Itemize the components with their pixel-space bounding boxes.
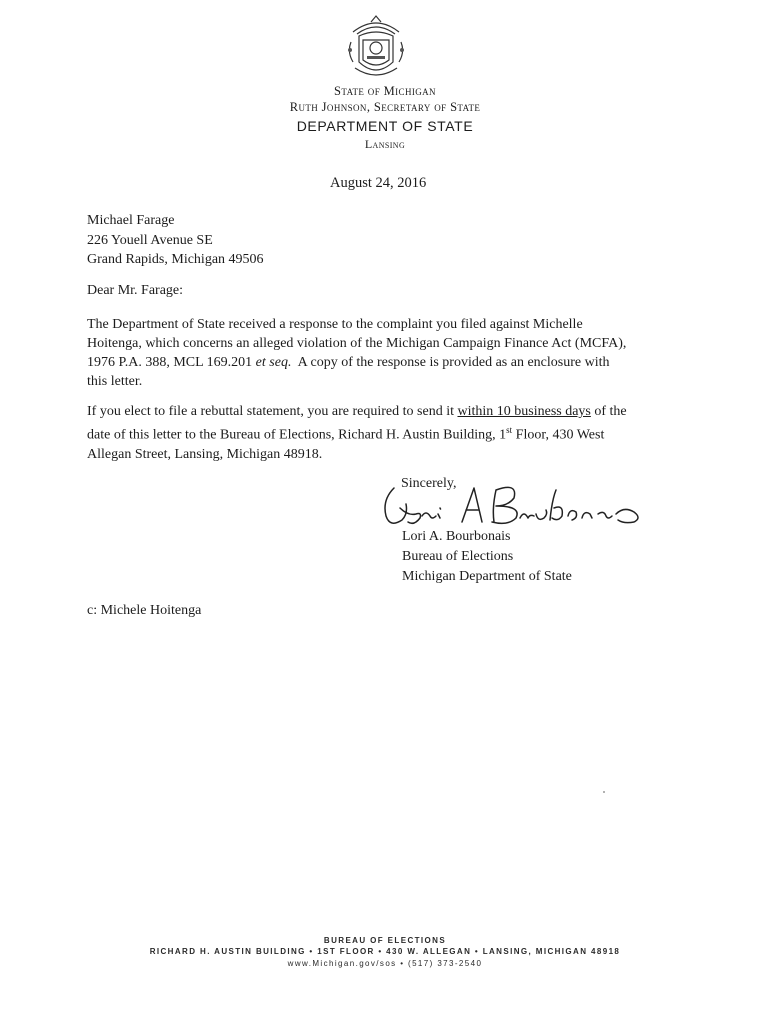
- paragraph1-line: The Department of State received a response to the complaint you filed against Michelle: [87, 317, 583, 332]
- paragraph1-line: this letter.: [87, 374, 143, 389]
- letterhead-department: DEPARTMENT OF STATE: [296, 118, 474, 134]
- paragraph1-line: Hoitenga, which concerns an alleged violation of the Michigan Campaign Finance Act (MCFA),: [87, 336, 627, 351]
- footer-bureau: BUREAU OF ELECTIONS: [323, 936, 447, 945]
- recipient-city: Grand Rapids, Michigan 49506: [87, 252, 264, 267]
- letter-date: August 24, 2016: [330, 175, 427, 191]
- paragraph1-text: A copy of the response is provided as an enclosure with: [291, 355, 610, 370]
- letterhead-city: Lansing: [364, 137, 406, 151]
- michigan-seal-icon: [345, 12, 407, 80]
- scan-speck: [603, 791, 605, 793]
- footer-contact: www.Michigan.gov/sos • (517) 373-2540: [287, 959, 483, 968]
- paragraph1-line: [87, 353, 687, 372]
- paragraph1-text: 1976 P.A. 388, MCL 169.201: [87, 355, 256, 370]
- paragraph2-text: Floor, 430 West: [512, 427, 605, 443]
- paragraph-response-notice: [87, 315, 687, 391]
- paragraph2-line: [87, 402, 687, 421]
- letterhead-secretary: Ruth Johnson, Secretary of State: [289, 100, 481, 114]
- paragraph2-text: If you elect to file a rebuttal statement, you are required to send it: [87, 404, 458, 419]
- et-seq-text: et seq.: [255, 355, 292, 370]
- paragraph2-line: Allegan Street, Lansing, Michigan 48918.: [87, 446, 323, 462]
- recipient-address: [87, 211, 264, 270]
- signer-department: Michigan Department of State: [402, 569, 572, 584]
- cc-line: c: Michele Hoitenga: [87, 603, 202, 618]
- paragraph2-text: of the: [590, 404, 627, 419]
- paragraph2-line: [87, 421, 687, 445]
- salutation: Dear Mr. Farage:: [87, 283, 184, 298]
- signer-office: Bureau of Elections: [402, 549, 514, 564]
- deadline-text: within 10 business days: [457, 404, 591, 419]
- paragraph-rebuttal-instructions: [87, 402, 687, 464]
- signer-name: Lori A. Bourbonais: [402, 529, 511, 544]
- recipient-street: 226 Youell Avenue SE: [87, 232, 213, 248]
- ordinal-suffix: st: [506, 425, 513, 435]
- closing: Sincerely,: [401, 476, 457, 491]
- footer-address: RICHARD H. AUSTIN BUILDING • 1ST FLOOR • 430 W. ALLEGAN • LANSING, MICHIGAN 48918: [149, 947, 621, 956]
- recipient-name: Michael Farage: [87, 213, 175, 228]
- letterhead-state: State of Michigan: [334, 84, 436, 98]
- signature-block: [402, 527, 572, 587]
- paragraph2-text: date of this letter to the Bureau of Elections, Richard H. Austin Building, 1: [87, 427, 507, 443]
